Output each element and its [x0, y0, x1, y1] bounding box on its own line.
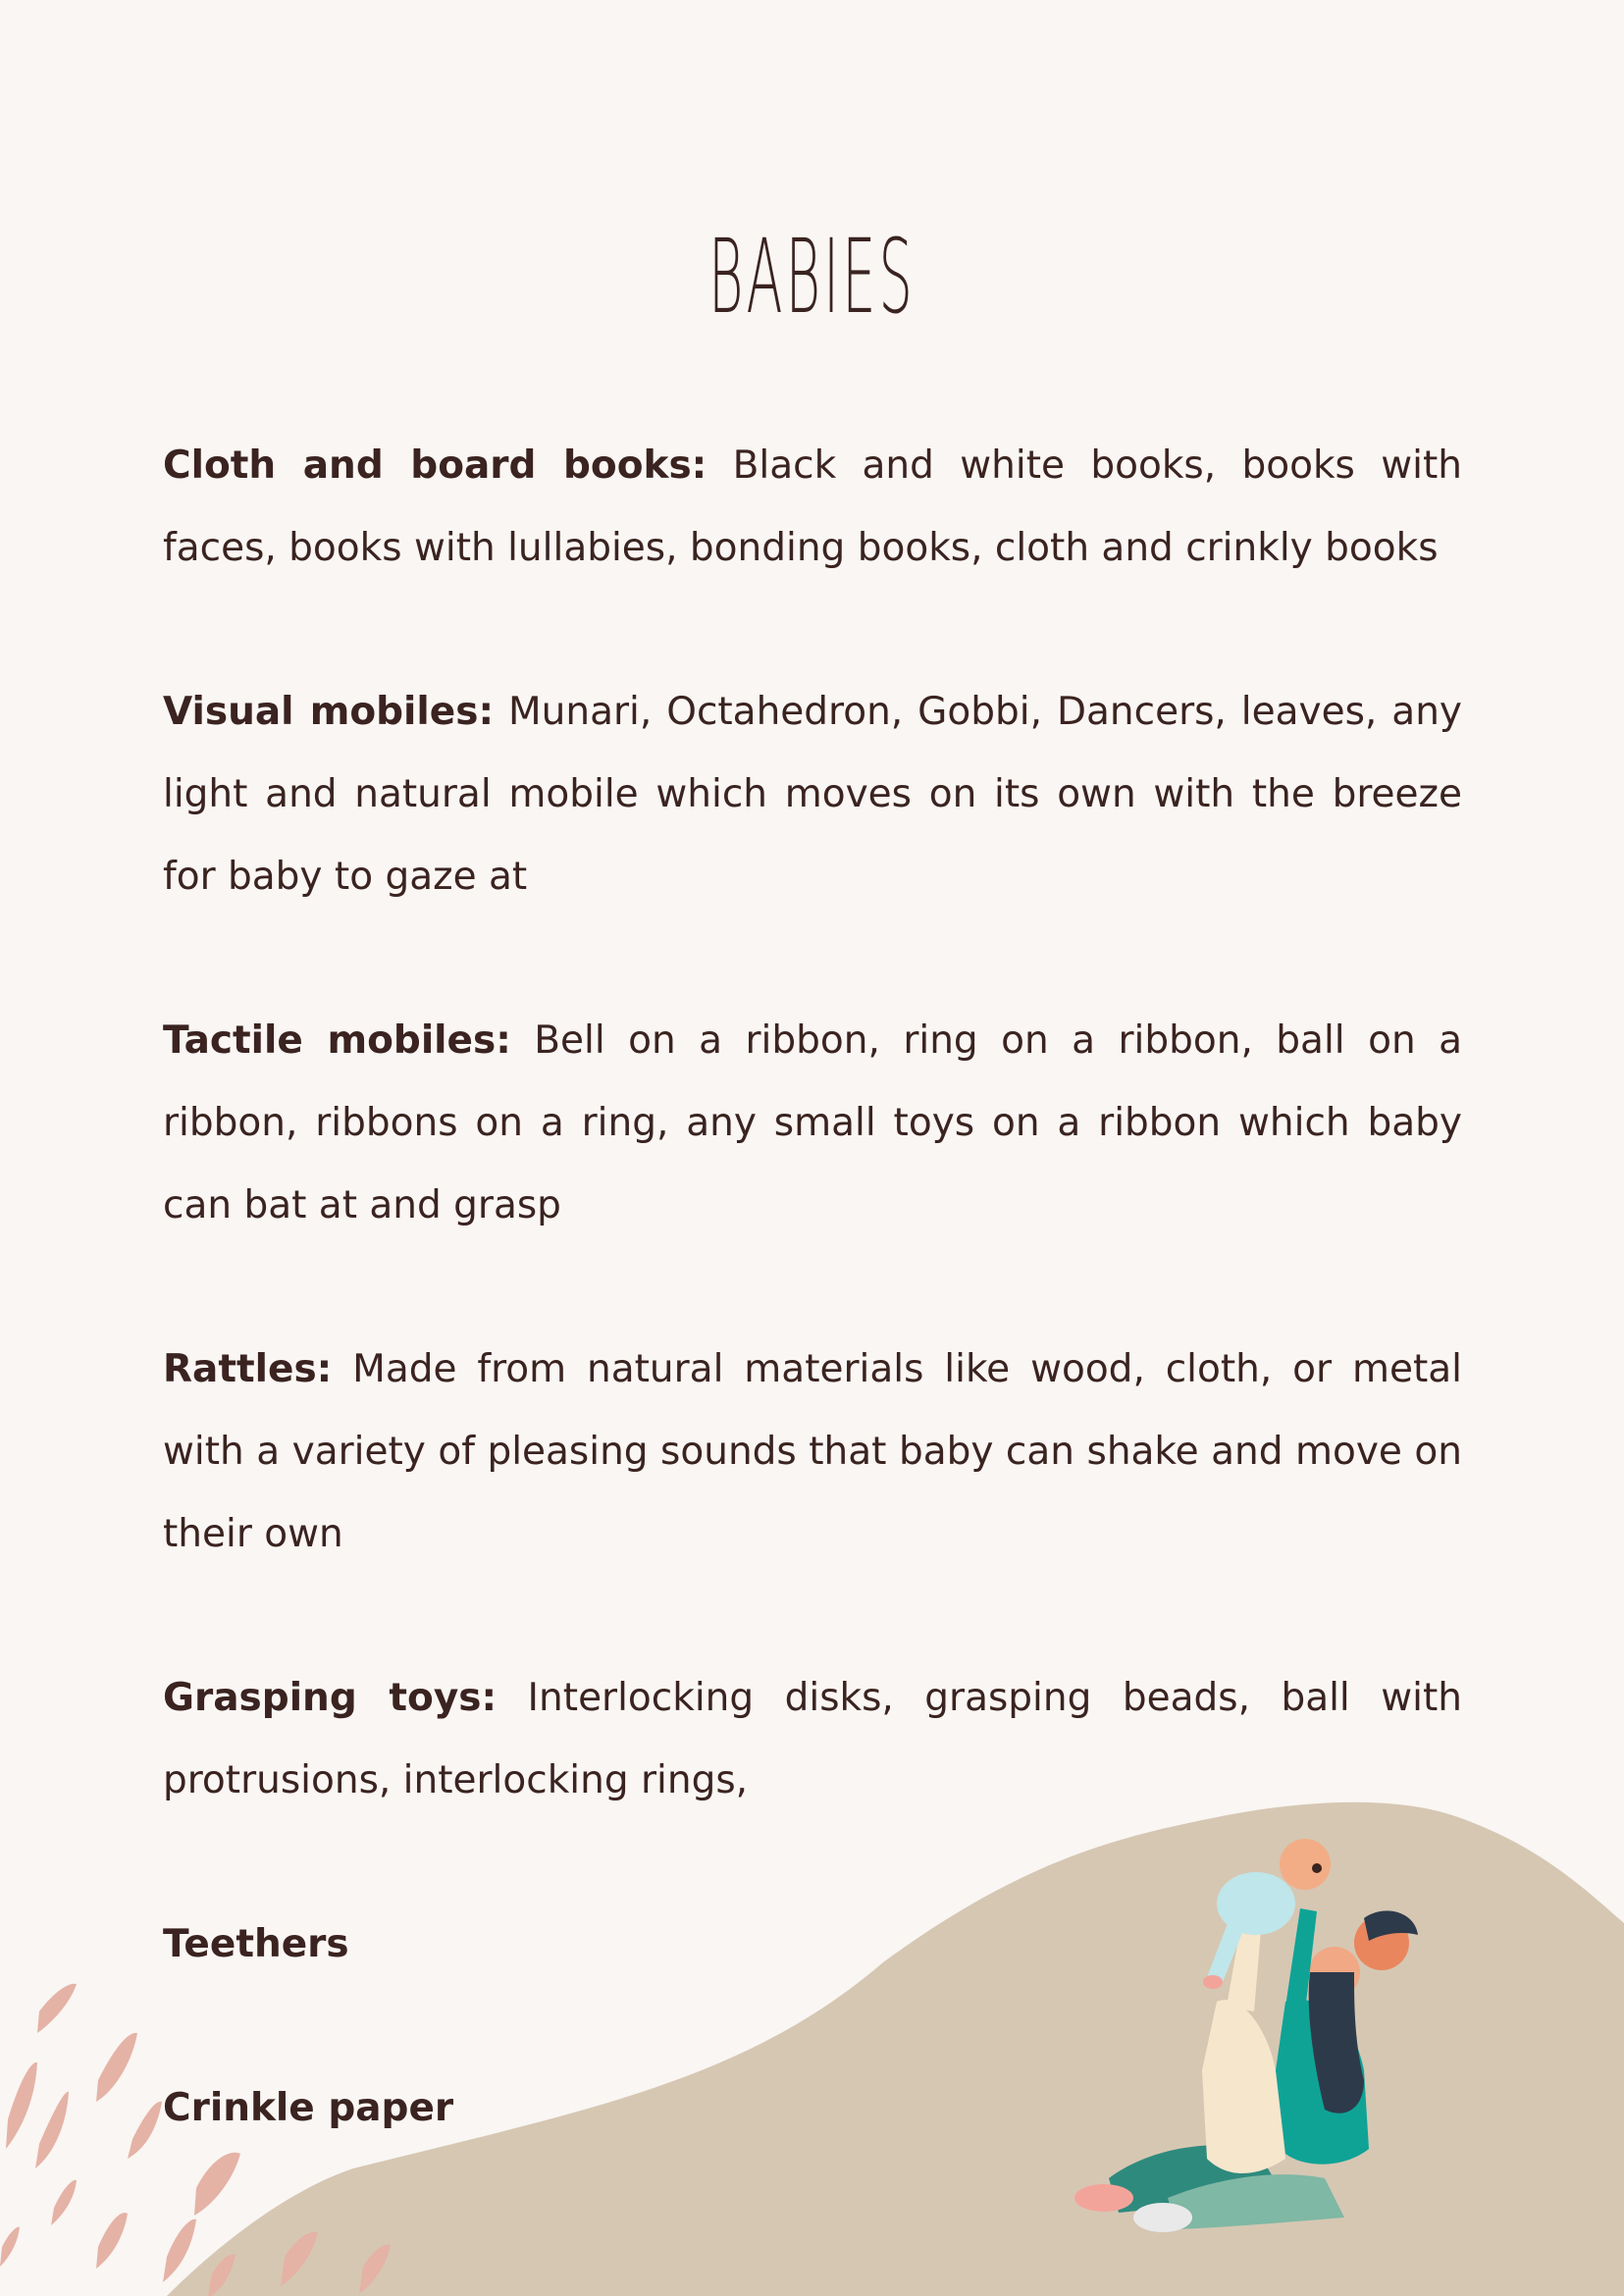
item-text: Made from natural materials like wood, cloth, or metal with a variety of pleasing sounds that baby can shake and move on their own	[163, 1347, 1462, 1556]
list-item	[163, 671, 1462, 918]
item-label: Teethers	[163, 1922, 349, 1966]
toy-list	[163, 425, 1462, 2231]
item-label: Rattles:	[163, 1347, 333, 1391]
item-text: Bell on a ribbon, ring on a ribbon, ball on a ribbon, ribbons on a ring, any small toys on a ribbon which baby can bat at and grasp	[163, 1018, 1463, 1227]
list-item	[163, 1000, 1462, 1247]
item-text: Black and white books, books with faces, books with lullabies, bonding books, cloth and crinkly books	[163, 444, 1462, 570]
item-text: Munari, Octahedron, Gobbi, Dancers, leaves, any light and natural mobile which moves on its own with the breeze for baby to gaze at	[163, 690, 1463, 899]
list-item	[163, 425, 1462, 590]
page-title: BABIES	[708, 216, 916, 337]
list-item	[163, 2067, 1462, 2150]
list-item	[163, 1329, 1462, 1576]
item-text: Interlocking disks, grasping beads, ball with protrusions, interlocking rings,	[163, 1676, 1462, 1802]
list-item	[163, 1904, 1462, 1986]
item-label: Grasping toys:	[163, 1676, 498, 1720]
list-item	[163, 1657, 1462, 1822]
item-label: Visual mobiles:	[163, 690, 495, 734]
item-label: Crinkle paper	[163, 2086, 454, 2130]
item-label: Cloth and board books:	[163, 444, 707, 488]
item-label: Tactile mobiles:	[163, 1018, 511, 1063]
